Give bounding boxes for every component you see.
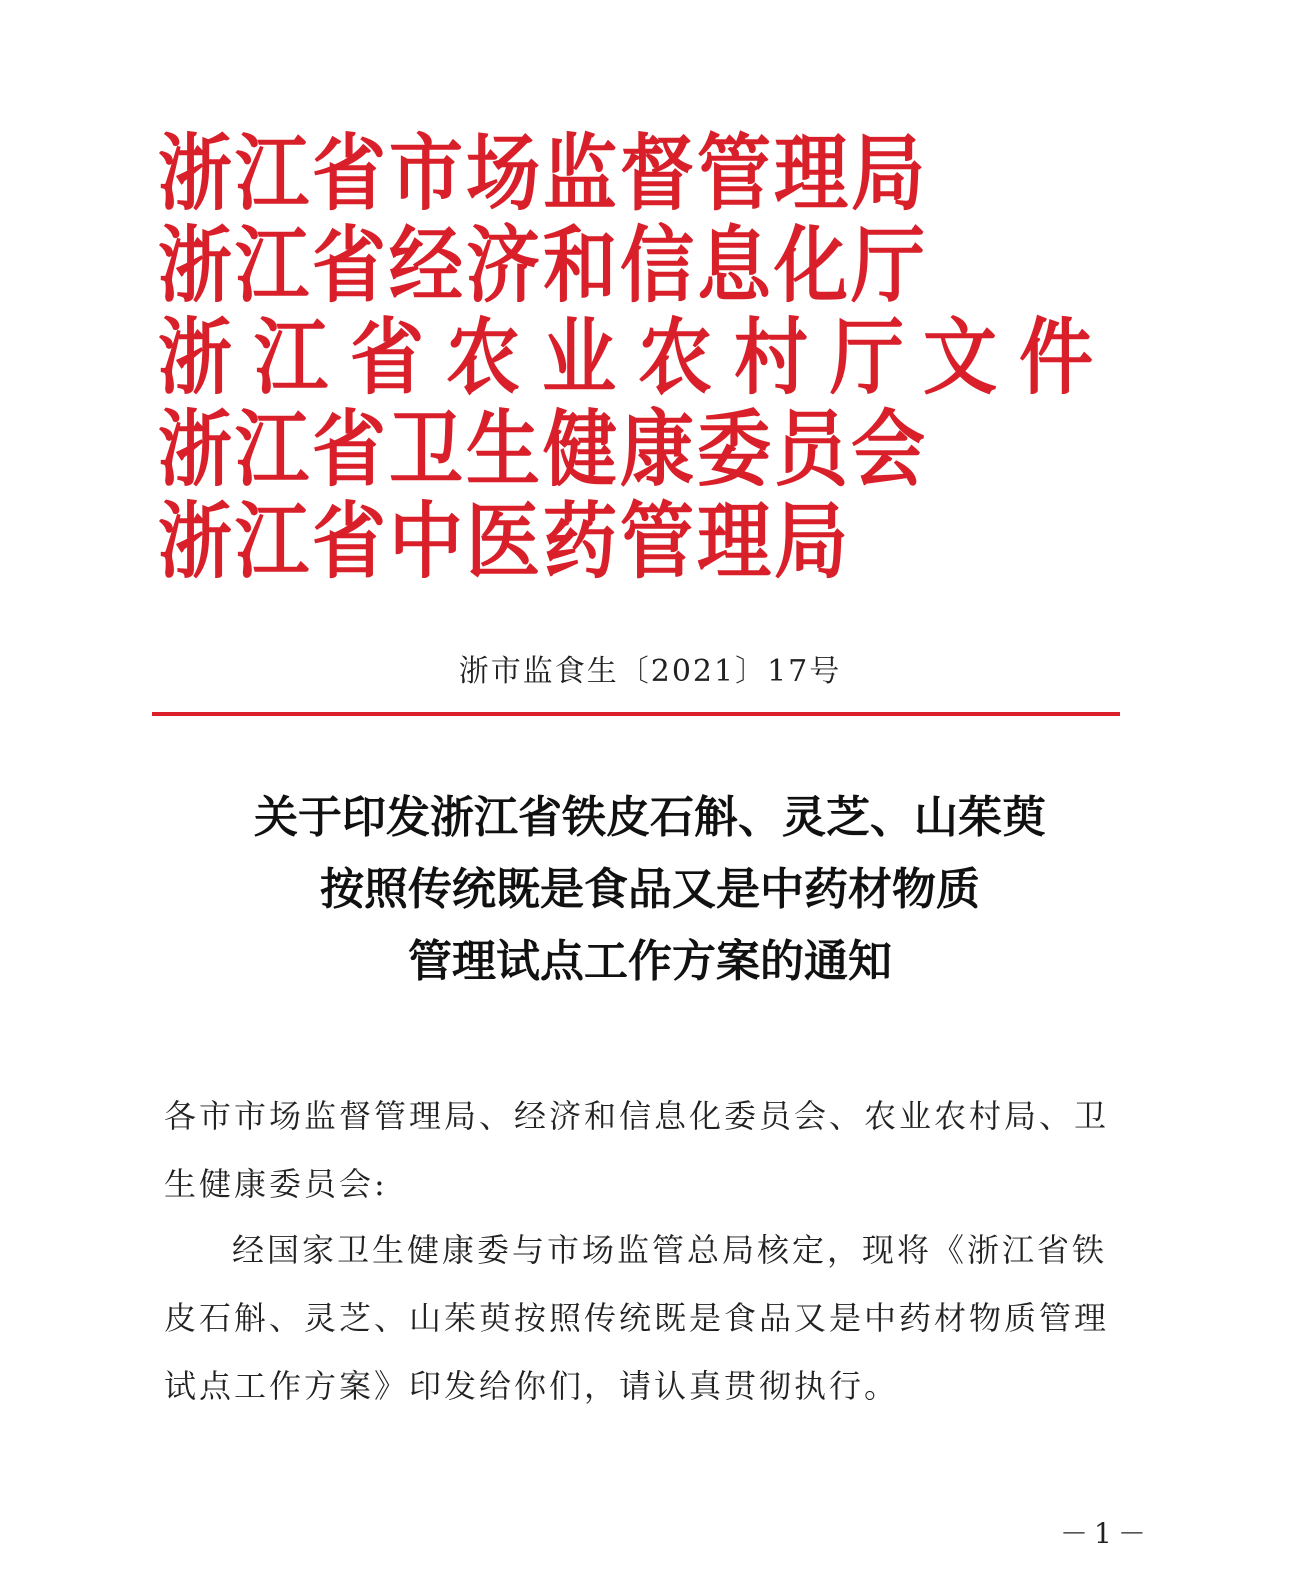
document-number: 浙市监食生〔2021〕17号 (458, 654, 842, 689)
issuer-file-suffix: 文件 (923, 309, 1115, 407)
addressee-paragraph: 各市市场监督管理局、经济和信息化委员会、农业农村局、卫生健康委员会: (164, 1097, 1110, 1203)
issuer-line-4: 浙江省卫生健康委员会 (158, 401, 928, 499)
title-line-3: 管理试点工作方案的通知 (408, 936, 892, 987)
issuer-line-5: 浙江省中医药管理局 (158, 493, 851, 591)
issuer-names (158, 125, 928, 591)
red-divider-rule (152, 712, 1120, 716)
issuer-header (158, 125, 1118, 591)
body-paragraph: 经国家卫生健康委与市场监管总局核定，现将《浙江省铁皮石斛、灵芝、山茱萸按照传统既是食品又是中药材物质管理试点工作方案》印发给你们，请认真贯彻执行。 (164, 1231, 1110, 1405)
title-line-2: 按照传统既是食品又是中药材物质 (320, 864, 980, 915)
issuer-line-3: 浙江省农业农村厅 (158, 309, 926, 407)
issuer-line-2: 浙江省经济和信息化厅 (158, 217, 928, 315)
page-number: －1－ (1060, 1517, 1152, 1550)
issuer-line-1: 浙江省市场监督管理局 (158, 125, 928, 223)
document-title (0, 782, 1300, 998)
title-line-1: 关于印发浙江省铁皮石斛、灵芝、山茱萸 (254, 792, 1046, 843)
